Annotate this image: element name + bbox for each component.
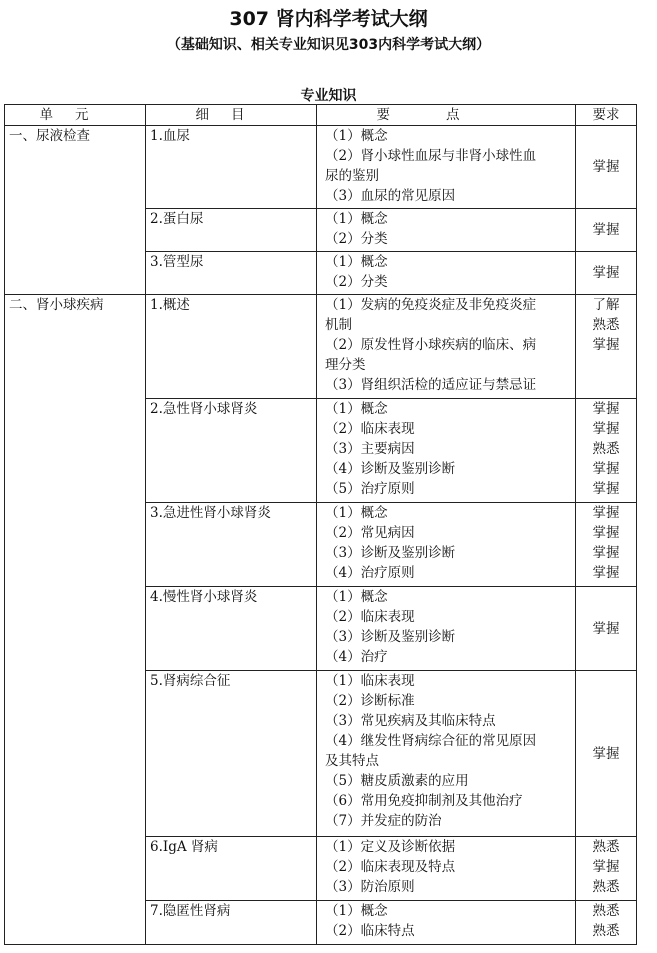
header-require: 要求: [576, 105, 637, 126]
requirement-level: 掌握: [592, 565, 620, 581]
points-cell: [317, 901, 576, 945]
requirement-cell: [576, 503, 637, 587]
header-points: 要点: [317, 105, 576, 126]
requirement-level: 掌握: [592, 401, 620, 417]
table-header-row: [5, 105, 637, 126]
point-line: （6）常用免疫抑制剂及其他治疗: [325, 793, 523, 809]
point-line: （4）治疗原则: [325, 565, 415, 581]
requirement-cell: [576, 671, 637, 837]
points-cell: [317, 126, 576, 209]
point-line: （7）并发症的防治: [325, 813, 442, 829]
item-cell: 1.概述: [146, 295, 317, 399]
point-line: 机制: [325, 317, 352, 333]
point-line: （3）诊断及鉴别诊断: [325, 545, 456, 561]
requirement-cell: [576, 252, 637, 295]
point-line: （2）临床表现: [325, 421, 415, 437]
requirement-cell: [576, 209, 637, 252]
table-body: [5, 126, 637, 945]
point-line: （2）临床表现: [325, 609, 415, 625]
syllabus-table: [4, 104, 637, 945]
points-cell: [317, 503, 576, 587]
point-line: （3）血尿的常见原因: [325, 188, 456, 204]
point-line: （2）临床表现及特点: [325, 859, 456, 875]
point-line: （3）肾组织活检的适应证与禁忌证: [325, 377, 537, 393]
document-subtitle: （基础知识、相关专业知识见303内科学考试大纲）: [166, 37, 491, 53]
point-line: 尿的鉴别: [325, 168, 379, 184]
requirement-level: 掌握: [592, 859, 620, 875]
item-cell: 2.急性肾小球肾炎: [146, 399, 317, 503]
table-row: [5, 295, 637, 399]
requirement-level: 掌握: [592, 337, 620, 353]
point-line: （2）常见病因: [325, 525, 415, 541]
item-cell: 2.蛋白尿: [146, 209, 317, 252]
requirement-level: 熟悉: [592, 317, 620, 333]
point-line: （2）诊断标准: [325, 693, 415, 709]
item-cell: 4.慢性肾小球肾炎: [146, 587, 317, 671]
item-cell: 3.管型尿: [146, 252, 317, 295]
requirement-level: 掌握: [592, 525, 620, 541]
point-line: （1）临床表现: [325, 673, 415, 689]
requirement-level: 掌握: [592, 481, 620, 497]
requirement-level: 掌握: [592, 461, 620, 477]
requirement-level: 了解: [592, 297, 620, 313]
requirement-level: 掌握: [592, 505, 620, 521]
point-line: （1）定义及诊断依据: [325, 839, 456, 855]
requirement-level: 掌握: [592, 159, 620, 175]
point-line: （1）概念: [325, 128, 388, 144]
item-cell: 7.隐匿性肾病: [146, 901, 317, 945]
point-line: （1）发病的免疫炎症及非免疫炎症: [325, 297, 537, 313]
point-line: （3）防治原则: [325, 879, 415, 895]
section-title: 专业知识: [300, 88, 357, 104]
requirement-level: 熟悉: [592, 903, 620, 919]
point-line: 及其特点: [325, 753, 379, 769]
requirement-cell: [576, 126, 637, 209]
requirement-cell: [576, 901, 637, 945]
points-cell: [317, 252, 576, 295]
point-line: （4）诊断及鉴别诊断: [325, 461, 456, 477]
requirement-level: 掌握: [592, 265, 620, 281]
point-line: （2）临床特点: [325, 923, 415, 939]
requirement-level: 熟悉: [592, 923, 620, 939]
point-line: （1）概念: [325, 505, 388, 521]
point-line: 理分类: [325, 357, 366, 373]
header-unit: 单元: [5, 105, 146, 126]
requirement-level: 熟悉: [592, 441, 620, 457]
document-title: 307 肾内科学考试大纲: [229, 8, 428, 30]
point-line: （1）概念: [325, 903, 388, 919]
requirement-level: 熟悉: [592, 839, 620, 855]
unit-cell: 二、肾小球疾病: [5, 295, 146, 945]
requirement-level: 掌握: [592, 745, 620, 762]
points-cell: [317, 399, 576, 503]
header-item: 细目: [146, 105, 317, 126]
points-cell: [317, 671, 576, 837]
requirement-cell: [576, 837, 637, 901]
item-cell: 1.血尿: [146, 126, 317, 209]
point-line: （4）继发性肾病综合征的常见原因: [325, 733, 537, 749]
item-cell: 5.肾病综合征: [146, 671, 317, 837]
point-line: （2）原发性肾小球疾病的临床、病: [325, 337, 537, 353]
requirement-level: 掌握: [592, 620, 620, 637]
points-cell: [317, 837, 576, 901]
point-line: （3）诊断及鉴别诊断: [325, 629, 456, 645]
item-cell: 6.IgA 肾病: [146, 837, 317, 901]
point-line: （2）分类: [325, 231, 388, 247]
point-line: （3）常见疾病及其临床特点: [325, 713, 496, 729]
unit-cell: 一、尿液检查: [5, 126, 146, 295]
point-line: （1）概念: [325, 211, 388, 227]
points-cell: [317, 295, 576, 399]
table-row: [5, 126, 637, 209]
point-line: （1）概念: [325, 589, 388, 605]
requirement-level: 掌握: [592, 421, 620, 437]
requirement-cell: [576, 399, 637, 503]
points-cell: [317, 587, 576, 671]
point-line: （5）糖皮质激素的应用: [325, 773, 469, 789]
point-line: （5）治疗原则: [325, 481, 415, 497]
point-line: （3）主要病因: [325, 441, 415, 457]
item-cell: 3.急进性肾小球肾炎: [146, 503, 317, 587]
point-line: （1）概念: [325, 401, 388, 417]
points-cell: [317, 209, 576, 252]
point-line: （2）分类: [325, 274, 388, 290]
requirement-cell: [576, 295, 637, 399]
requirement-level: 掌握: [592, 545, 620, 561]
point-line: （1）概念: [325, 254, 388, 270]
point-line: （4）治疗: [325, 649, 388, 665]
point-line: （2）肾小球性血尿与非肾小球性血: [325, 148, 537, 164]
requirement-cell: [576, 587, 637, 671]
requirement-level: 熟悉: [592, 879, 620, 895]
requirement-level: 掌握: [592, 222, 620, 238]
